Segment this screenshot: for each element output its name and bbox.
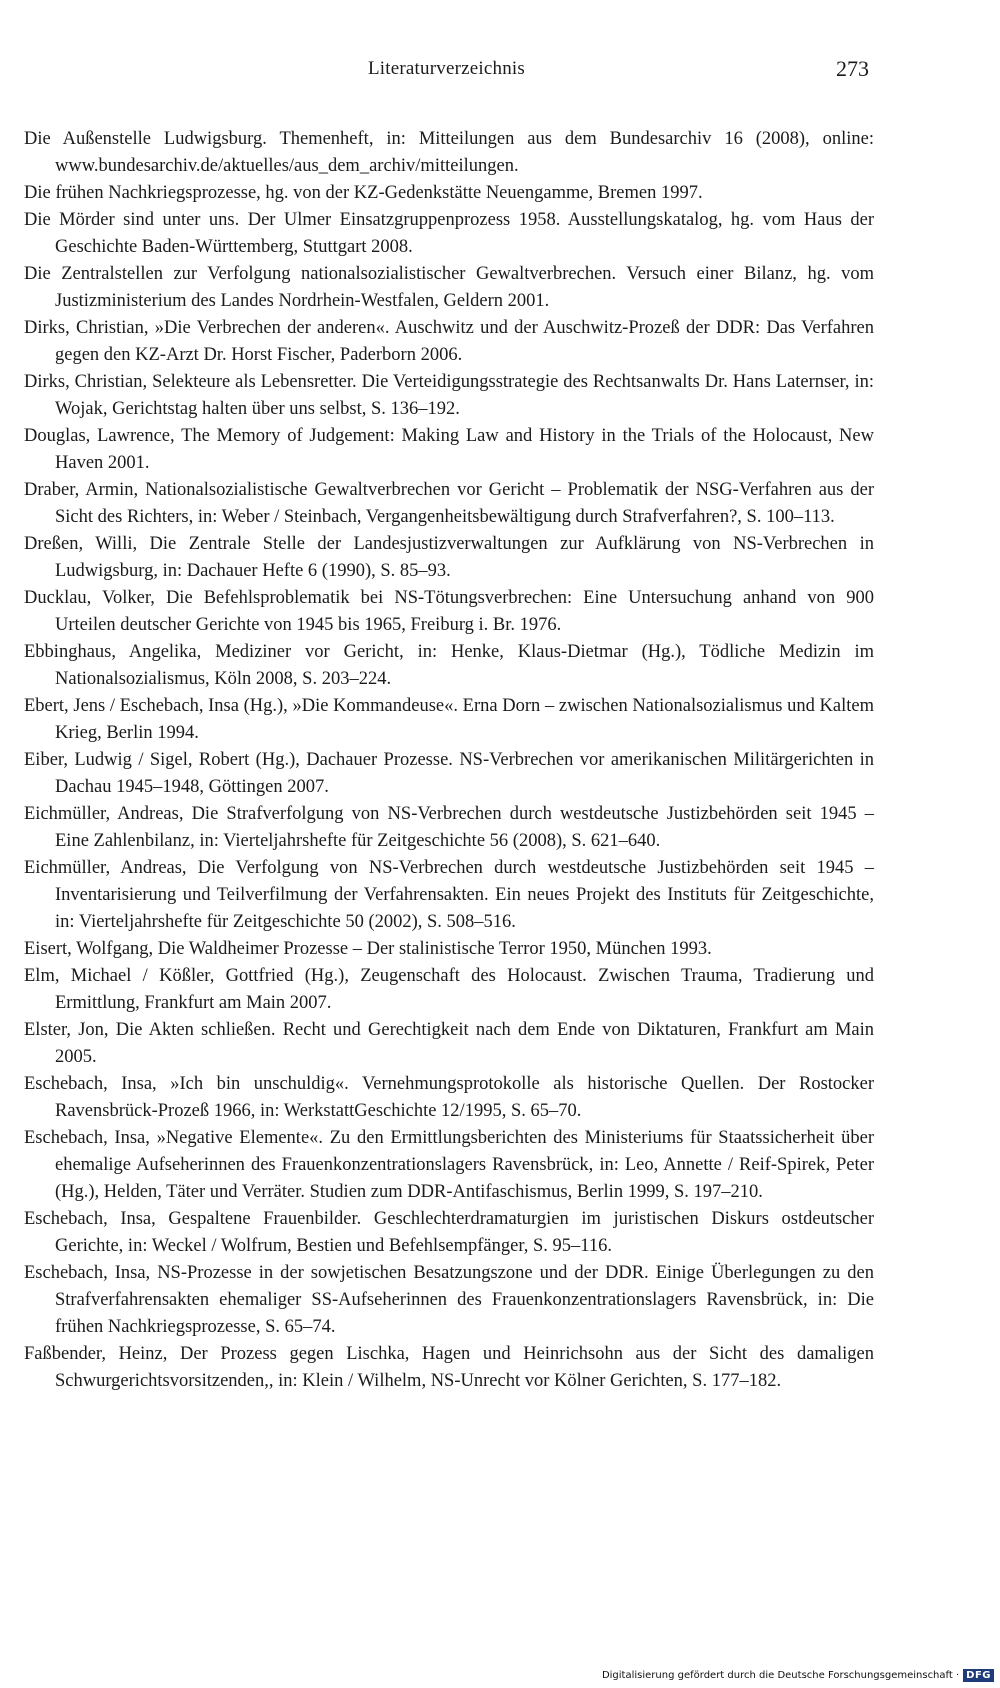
bibliography-entry: Eschebach, Insa, »Negative Elemente«. Zu den Ermittlungsberichten des Ministeriums für Staatssicherheit über ehemalige Aufseherinnen des Frauenkonzentrationslagers Ravensbrück, in: Leo, Annette / Reif-Spirek, Peter (Hg.), Helden, Täter und Verräter. Studien zum DDR-Antifaschismus, Berlin 1999, S. 197–210. xyxy=(24,1128,874,1202)
bibliography-entry: Die Mörder sind unter uns. Der Ulmer Einsatzgruppenprozess 1958. Ausstellungskatalog, hg. vom Haus der Geschichte Baden-Württemberg, Stuttgart 2008. xyxy=(24,210,874,257)
bibliography-entry: Dirks, Christian, Selekteure als Lebensretter. Die Verteidigungsstrategie des Rechtsanwalts Dr. Hans Laternser, in: Wojak, Gerichtstag halten über uns selbst, S. 136–192. xyxy=(24,372,874,419)
running-head: Literaturverzeichnis xyxy=(368,58,525,79)
bibliography-entry: Eisert, Wolfgang, Die Waldheimer Prozesse – Der stalinistische Terror 1950, München 1993. xyxy=(24,939,712,959)
bibliography-entry: Die Zentralstellen zur Verfolgung nationalsozialistischer Gewaltverbrechen. Versuch einer Bilanz, hg. vom Justizministerium des Landes Nordrhein-Westfalen, Geldern 2001. xyxy=(24,264,874,311)
bibliography-entry: Dreßen, Willi, Die Zentrale Stelle der Landesjustizverwaltungen zur Aufklärung von NS-Verbrechen in Ludwigsburg, in: Dachauer Hefte 6 (1990), S. 85–93. xyxy=(24,534,874,581)
footer-text: Digitalisierung gefördert durch die Deutsche Forschungsgemeinschaft · xyxy=(601,1670,960,1681)
page-number: 273 xyxy=(836,56,869,81)
bibliography-entry: Eschebach, Insa, NS-Prozesse in der sowjetischen Besatzungszone und der DDR. Einige Überlegungen zu den Strafverfahrensakten ehemaliger SS-Aufseherinnen des Frauenkonzentrationslagers Ravensbrück, in: Die frühen Nachkriegsprozesse, S. 65–74. xyxy=(24,1263,874,1337)
bibliography-entry: Faßbender, Heinz, Der Prozess gegen Lischka, Hagen und Heinrichsohn aus der Sicht des damaligen Schwurgerichtsvorsitzenden,, in: Klein / Wilhelm, NS-Unrecht vor Kölner Gerichten, S. 177–182. xyxy=(24,1344,874,1391)
bibliography-entry: Eichmüller, Andreas, Die Verfolgung von NS-Verbrechen durch westdeutsche Justizbehörden seit 1945 – Inventarisierung und Teilverfilmung der Verfahrensakten. Ein neues Projekt des Instituts für Zeitgeschichte, in: Vierteljahrshefte für Zeitgeschichte 50 (2002), S. 508–516. xyxy=(24,858,874,932)
bibliography-entry: Die frühen Nachkriegsprozesse, hg. von der KZ-Gedenkstätte Neuengamme, Bremen 1997. xyxy=(24,183,703,203)
digitization-footer xyxy=(602,1669,994,1682)
bibliography-entry: Douglas, Lawrence, The Memory of Judgement: Making Law and History in the Trials of the Holocaust, New Haven 2001. xyxy=(24,426,874,473)
page-header xyxy=(24,56,869,86)
bibliography-entry: Eichmüller, Andreas, Die Strafverfolgung von NS-Verbrechen durch westdeutsche Justizbehörden seit 1945 – Eine Zahlenbilanz, in: Vierteljahrshefte für Zeitgeschichte 56 (2008), S. 621–640. xyxy=(24,804,874,851)
bibliography-entry: Ebbinghaus, Angelika, Mediziner vor Gericht, in: Henke, Klaus-Dietmar (Hg.), Tödliche Medizin im Nationalsozialismus, Köln 2008, S. 203–224. xyxy=(24,642,874,689)
bibliography-entry: Ebert, Jens / Eschebach, Insa (Hg.), »Die Kommandeuse«. Erna Dorn – zwischen Nationalsozialismus und Kaltem Krieg, Berlin 1994. xyxy=(24,696,874,743)
bibliography-entry: Draber, Armin, Nationalsozialistische Gewaltverbrechen vor Gericht – Problematik der NSG-Verfahren aus der Sicht des Richters, in: Weber / Steinbach, Vergangenheitsbewältigung durch Strafverfahren?, S. 100–113. xyxy=(24,480,874,527)
dfg-logo: DFG xyxy=(963,1669,994,1682)
bibliography-entry: Eschebach, Insa, Gespaltene Frauenbilder. Geschlechterdramaturgien im juristischen Diskurs ostdeutscher Gerichte, in: Weckel / Wolfrum, Bestien und Befehlsempfänger, S. 95–116. xyxy=(24,1209,874,1256)
bibliography-entry: Elster, Jon, Die Akten schließen. Recht und Gerechtigkeit nach dem Ende von Diktaturen, Frankfurt am Main 2005. xyxy=(24,1020,874,1067)
bibliography-list xyxy=(24,126,874,1395)
bibliography-entry: Dirks, Christian, »Die Verbrechen der anderen«. Auschwitz und der Auschwitz-Prozeß der DDR: Das Verfahren gegen den KZ-Arzt Dr. Horst Fischer, Paderborn 2006. xyxy=(24,318,874,365)
bibliography-entry: Eschebach, Insa, »Ich bin unschuldig«. Vernehmungsprotokolle als historische Quellen. Der Rostocker Ravensbrück-Prozeß 1966, in: WerkstattGeschichte 12/1995, S. 65–70. xyxy=(24,1074,874,1121)
bibliography-entry: Die Außenstelle Ludwigsburg. Themenheft, in: Mitteilungen aus dem Bundesarchiv 16 (2008), online: www.bundesarchiv.de/aktuelles/aus_dem_archiv/mitteilungen. xyxy=(24,129,874,176)
bibliography-entry: Ducklau, Volker, Die Befehlsproblematik bei NS-Tötungsverbrechen: Eine Untersuchung anhand von 900 Urteilen deutscher Gerichte von 1945 bis 1965, Freiburg i. Br. 1976. xyxy=(24,588,874,635)
bibliography-entry: Eiber, Ludwig / Sigel, Robert (Hg.), Dachauer Prozesse. NS-Verbrechen vor amerikanischen Militärgerichten in Dachau 1945–1948, Göttingen 2007. xyxy=(24,750,874,797)
bibliography-entry: Elm, Michael / Kößler, Gottfried (Hg.), Zeugenschaft des Holocaust. Zwischen Trauma, Tradierung und Ermittlung, Frankfurt am Main 2007. xyxy=(24,966,874,1013)
